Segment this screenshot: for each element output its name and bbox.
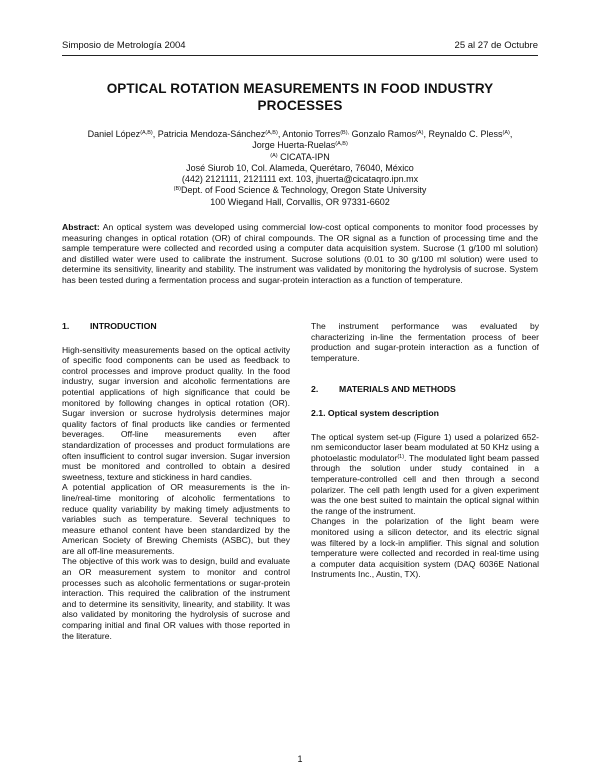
- author-affiliation-mark: (A): [416, 130, 424, 136]
- author-line-1: [62, 129, 538, 140]
- section-title: MATERIALS AND METHODS: [339, 384, 456, 395]
- author-name: Gonzalo Ramos: [349, 129, 417, 139]
- author-affiliation-mark: (A,B): [265, 130, 278, 136]
- paper-title: [62, 80, 538, 114]
- header-rule: [62, 55, 538, 56]
- subsection-heading: 2.1. Optical system description: [311, 407, 439, 418]
- author-line-2: [62, 140, 538, 151]
- author-name: Jorge Huerta-Ruelas: [252, 140, 336, 151]
- abstract-label: Abstract:: [62, 222, 100, 232]
- author-affiliation-mark: (A): [502, 130, 510, 136]
- title-line-2: PROCESSES: [257, 98, 343, 113]
- right-column: [311, 321, 539, 580]
- abstract: [62, 222, 538, 286]
- affiliation-name: Dept. of Food Science & Technology, Oregon State University: [181, 185, 427, 196]
- author-separator: ,: [509, 129, 513, 139]
- paragraph: [311, 432, 539, 517]
- affiliation-b: [62, 185, 538, 196]
- paragraph-text: The optical system set-up (Figure 1) used a polarized 652-nm semiconductor laser beam modulated at 50 KHz using a photoelastic modulator: [311, 431, 539, 463]
- header-dates: 25 al 27 de Octubre: [454, 40, 538, 51]
- spacer: [311, 363, 539, 384]
- author-block: [62, 129, 538, 208]
- author-affiliation-mark: (A,B): [335, 141, 348, 148]
- left-column: [62, 321, 290, 641]
- section-heading-materials-methods: [311, 384, 539, 395]
- paragraph: A potential application of OR measurements is the in-line/real-time monitoring of alcoholic fermentations to reduce quality variability by making timely adjustments to variables such as temperature. Several techniques to measure ethanol content have been standardized by the American Society of Brewing Chemists (ASBC), but they are all off-line measurements.: [62, 482, 290, 556]
- paragraph: High-sensitivity measurements based on the optical activity of specific food components can be used as feedback to control processes and improve product quality. In the food industry, sugar inversion and alcoholic fermentations are potential applications of high significance that could be monitored by following changes in optical rotation (OR). Sugar inversion or sucrose hydrolysis determines major quality factors of final products like candies or fermented beverages. Off-line measurements even after standardization of processes and product formulations are often insufficient to control sugar inversion. Sugar inversion must be monitored and controlled to obtain a desired sweetness, texture and stickiness in hard candies.: [62, 344, 290, 482]
- affiliation-mark: (B): [173, 186, 182, 193]
- author-name: Daniel López: [87, 129, 141, 139]
- abstract-text: An optical system was developed using commercial low-cost optical components to monitor food processes by measuring changes in optical rotation (OR) of chiral compounds. The OR signal as a function of processing time and the sample temperature were collected and recorded using a computer data acquisition system. Sucrose (1 g/100 ml solution) and distilled water were used to calibrate the instrument. Sucrose solutions (0.01 to 30 g/100 ml solution) were used to determine its sensitivity, linearity and stability. The instrument was validated by monitoring the hydrolysis of sucrose. System has been tested during a fermentation process and sugar-protein interaction as a function of temperature.: [62, 222, 538, 285]
- affiliation-a-contact: (442) 2121111, 2121111 ext. 103, jhuerta@cicataqro.ipn.mx: [181, 174, 419, 185]
- affiliation-a-address: José Siurob 10, Col. Alameda, Querétaro, 76040, México: [186, 162, 414, 173]
- paragraph: Changes in the polarization of the light beam were monitored using a silicon detector, and its electric signal was filtered by a lock-in amplifier. This signal and solution temperature were collected and recorded in real-time using a computer data acquisition system (DAQ 6036E National Instruments Inc., Austin, TX).: [311, 516, 539, 580]
- section-heading-introduction: [62, 321, 290, 332]
- author-name: , Reynaldo C. Pless: [423, 129, 503, 139]
- header-conference: Simposio de Metrología 2004: [62, 40, 186, 51]
- section-title: INTRODUCTION: [90, 321, 157, 331]
- section-number: 1.: [62, 321, 70, 331]
- reference-mark: (1): [397, 453, 405, 460]
- affiliation-mark: (A): [270, 152, 278, 159]
- paragraph: The objective of this work was to design, build and evaluate an OR measurement system to monitor and control processes such as alcoholic fermentations or sugar-protein interaction. This required the calibration of the instrument and to determine its sensitivity, linearity, and stability. It was also validated by monitoring the hydrolysis of sucrose and comparing initial and final OR values with those reported in the literature.: [62, 556, 290, 641]
- affiliation-a: [62, 152, 538, 163]
- author-name: , Antonio Torres: [277, 129, 341, 139]
- page-number: 1: [297, 754, 303, 764]
- paragraph-text: . The modulated light beam passed through the solution under study contained in a temperature-controlled cell and then through a second polarizer. The cell path length used for a given experiment was the one best suited to maintain the optical signal within the range of the instrument.: [311, 452, 539, 516]
- running-header: [62, 40, 538, 56]
- section-number: 2.: [311, 384, 319, 395]
- author-affiliation-mark: (B),: [340, 130, 350, 136]
- author-affiliation-mark: (A,B): [140, 130, 153, 136]
- title-line-1: OPTICAL ROTATION MEASUREMENTS IN FOOD INDUSTRY: [106, 81, 494, 96]
- affiliation-name: CICATA-IPN: [277, 151, 330, 162]
- paragraph: The instrument performance was evaluated by characterizing in-line the fermentation process of beer production and sugar-protein interaction as a function of temperature.: [311, 321, 539, 363]
- author-name: , Patricia Mendoza-Sánchez: [152, 129, 266, 139]
- affiliation-b-address: 100 Wiegand Hall, Corvallis, OR 97331-6602: [210, 196, 390, 207]
